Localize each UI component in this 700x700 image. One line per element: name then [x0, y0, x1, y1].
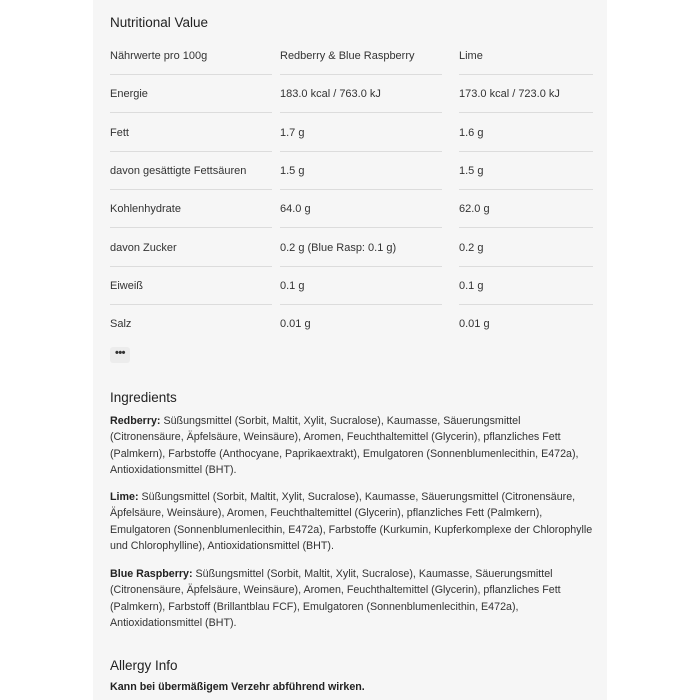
table-cell-text: 1.7 g — [280, 114, 459, 152]
nutrition-title: Nutritional Value — [110, 15, 209, 30]
allergy-title: Allergy Info — [110, 658, 178, 673]
table-cell — [280, 267, 459, 305]
table-cell — [459, 228, 594, 266]
allergy-text: Kann bei übermäßigem Verzehr abführend wirken. — [110, 681, 365, 693]
table-row — [110, 190, 594, 228]
ingredients-lime-text: Süßungsmittel (Sorbit, Maltit, Xylit, Sucralose), Kaumasse, Säuerungsmittel (Citronensäure, Äpfelsäure, Weinsäure), Aromen, Feuchthaltemittel (Glycerin), pflanzliches Fett (Palmkern), Emulgatoren (Sonnenblumenlecithin, E472a), Farbstoffe (Kurkumin, Kupferkomplexe der Chlorophylle und Chlorophylline), Antioxidationsmittel (BHT). — [110, 491, 593, 552]
table-cell — [110, 75, 280, 113]
table-cell-text: Kohlenhydrate — [110, 190, 280, 228]
table-cell-text: davon Zucker — [110, 229, 280, 267]
table-row — [110, 305, 594, 343]
table-cell — [110, 152, 280, 190]
table-cell — [459, 305, 594, 343]
table-cell-text: 1.5 g — [280, 152, 459, 190]
table-cell — [280, 190, 459, 228]
table-row — [110, 75, 594, 113]
table-cell — [280, 228, 459, 266]
table-cell-text: 64.0 g — [280, 190, 459, 228]
table-cell-text: 0.1 g — [280, 267, 459, 305]
table-row — [110, 114, 594, 152]
table-cell — [110, 267, 280, 305]
table-cell — [280, 75, 459, 113]
table-cell — [110, 305, 280, 343]
table-cell-text: Lime — [459, 37, 594, 75]
table-cell-text: 173.0 kcal / 723.0 kJ — [459, 75, 594, 113]
table-row — [110, 37, 594, 75]
ingredients-redberry-label: Redberry: — [110, 415, 161, 427]
table-cell-text: Energie — [110, 75, 280, 113]
ingredients-lime-label: Lime: — [110, 491, 139, 503]
table-cell — [459, 75, 594, 113]
table-cell — [459, 37, 594, 75]
nutrition-table — [110, 37, 594, 343]
table-cell — [280, 37, 459, 75]
ingredients-redberry-text: Süßungsmittel (Sorbit, Maltit, Xylit, Sucralose), Kaumasse, Säuerungsmittel (Citronensäure, Äpfelsäure, Weinsäure), Aromen, Feuchthaltemittel (Glycerin), pflanzliches Fett (Palmkern), Farbstoffe (Anthocyane, Paprikaextrakt), Emulgatoren (Sonnenblumenlecithin, E472a), Antioxidationsmittel (BHT). — [110, 415, 579, 476]
table-cell — [459, 114, 594, 152]
table-row — [110, 152, 594, 190]
table-cell-text: 62.0 g — [459, 190, 594, 228]
table-cell-text: davon gesättigte Fettsäuren — [110, 152, 280, 190]
table-cell — [110, 190, 280, 228]
ingredients-blue-raspberry — [110, 566, 596, 631]
table-cell — [280, 305, 459, 343]
table-cell — [280, 152, 459, 190]
ingredients-blue-raspberry-label: Blue Raspberry: — [110, 568, 193, 580]
table-cell-text: 0.2 g — [459, 229, 594, 267]
table-cell-text: 1.5 g — [459, 152, 594, 190]
table-cell — [110, 114, 280, 152]
table-cell-text: Eiweiß — [110, 267, 280, 305]
table-cell-text: 183.0 kcal / 763.0 kJ — [280, 75, 459, 113]
table-row — [110, 267, 594, 305]
table-cell-text: Salz — [110, 318, 132, 331]
table-cell — [459, 152, 594, 190]
table-cell — [459, 267, 594, 305]
table-cell-text: Nährwerte pro 100g — [110, 37, 280, 75]
table-cell-text: Fett — [110, 114, 280, 152]
table-cell-text: 0.01 g — [280, 318, 311, 331]
table-cell — [280, 114, 459, 152]
more-options-button[interactable]: ••• — [110, 347, 130, 363]
ingredients-redberry — [110, 413, 596, 478]
table-cell — [110, 37, 280, 75]
ingredients-title: Ingredients — [110, 390, 177, 405]
table-cell — [459, 190, 594, 228]
table-cell-text: Redberry & Blue Raspberry — [280, 37, 459, 75]
table-cell-text: 1.6 g — [459, 114, 594, 152]
ingredients-blue-raspberry-text: Süßungsmittel (Sorbit, Maltit, Xylit, Sucralose), Kaumasse, Säuerungsmittel (Citronensäure, Äpfelsäure, Weinsäure), Aromen, Feuchthaltemittel (Glycerin), pflanzliches Fett (Palmkern), Farbstoff (Brillantblau FCF), Emulgatoren (Sonnenblumenlecithin, E472a), Antioxidationsmittel (BHT). — [110, 568, 561, 629]
ingredients-lime — [110, 489, 596, 554]
table-cell — [110, 228, 280, 266]
table-row — [110, 228, 594, 266]
table-cell-text: 0.01 g — [459, 318, 490, 331]
table-cell-text: 0.2 g (Blue Rasp: 0.1 g) — [280, 229, 459, 267]
table-cell-text: 0.1 g — [459, 267, 594, 305]
